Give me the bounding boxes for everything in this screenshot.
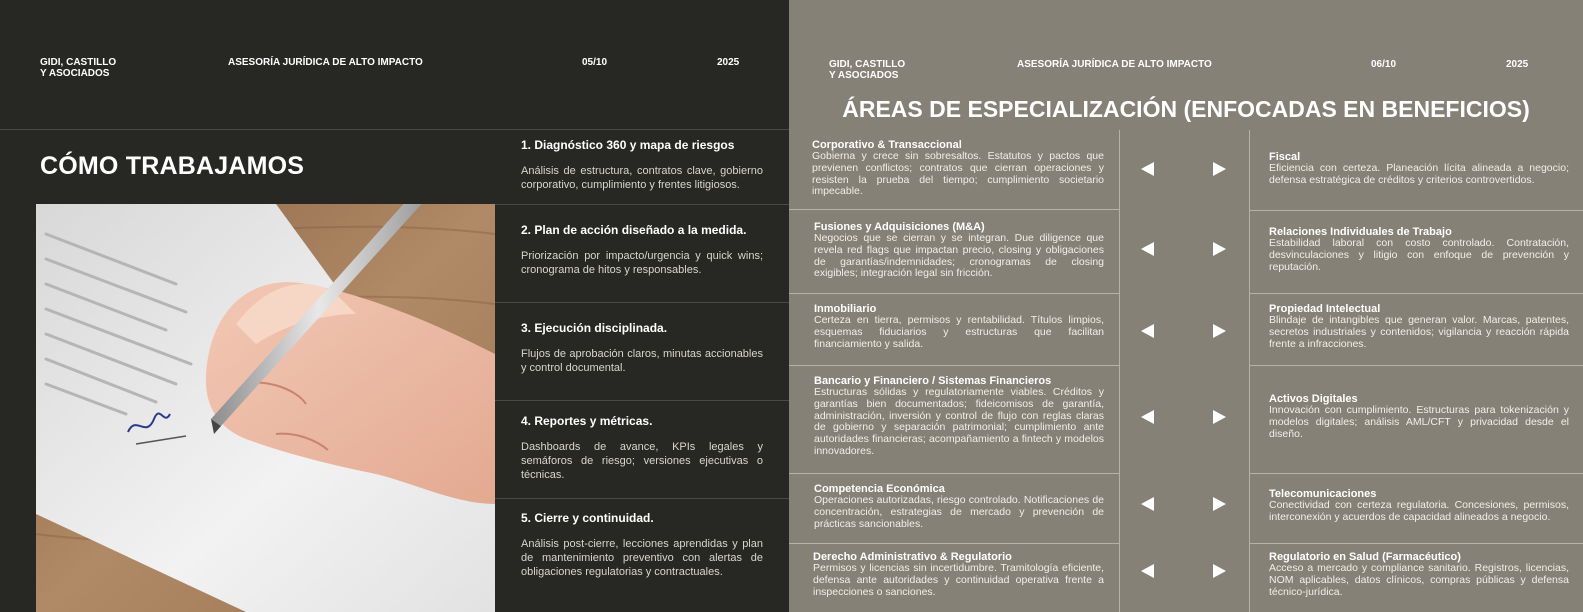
step-description: Dashboards de avance, KPIs legales y semáforos de riesgo; versiones ejecutivas o técnicas. [521,441,763,481]
area-title: Derecho Administrativo & Regulatorio [813,551,1012,563]
area-description: Negocios que se cierran y se integran. Due diligence que revela red flags que impactan precio, closing y obligaciones de garantías/indemnidades; cronogramas de closing exigibles; integración legal sin fricción. [814,232,1104,280]
column-divider [1119,130,1120,612]
area-fusiones [814,221,1104,280]
row-divider [789,473,1119,474]
row-divider [789,365,1119,366]
year: 2025 [717,57,740,68]
area-title: Fiscal [1269,151,1301,163]
area-description: Operaciones autorizadas, riesgo controlado. Notificaciones de concentración, estrategias de mercado y prevención de prácticas sancionables. [814,494,1104,530]
area-description: Estructuras sólidas y regulatoriamente viables. Créditos y garantías bien documentados; fideicomisos de garantía, administración, inversión y control de flujo con reglas claras de gobierno y separación patrimonial; cumplimiento ante autoridades financieras; acompañamiento a fintech y modelos innovadores. [814,386,1104,457]
area-title: Activos Digitales [1269,393,1358,405]
year: 2025 [1506,59,1529,70]
steps-list [495,129,789,612]
arrow-right-icon [1213,497,1226,511]
area-description: Blindaje de intangibles que generan valor. Marcas, patentes, secretos industriales y contenidos; vigilancia y reacción rápida frente a infracciones. [1269,314,1569,350]
page-number: 06/10 [1371,59,1397,70]
signing-photo [36,204,495,612]
arrow-right-icon [1213,410,1226,424]
area-title: Bancario y Financiero / Sistemas Financieros [814,375,1052,387]
area-description: Eficiencia con certeza. Planeación lícita alineada a negocio; defensa estratégica de créditos y criterios controvertidos. [1269,162,1569,186]
arrow-left-icon [1141,324,1154,338]
arrow-right-icon [1213,564,1226,578]
step-item [495,502,789,579]
row-divider [1249,365,1583,366]
step-divider [495,498,789,499]
step-item [495,129,789,192]
tagline: ASESORÍA JURÍDICA DE ALTO IMPACTO [228,57,423,68]
row-divider [789,209,1119,210]
arrow-left-icon [1141,497,1154,511]
area-laboral [1269,226,1569,273]
arrow-left-icon [1141,564,1154,578]
step-title: 3. Ejecución disciplinada. [521,321,668,335]
area-title: Propiedad Intelectual [1269,303,1381,315]
row-divider [1249,543,1583,544]
area-inmobiliario [814,303,1104,350]
step-description: Análisis post-cierre, lecciones aprendidas y plan de mantenimiento preventivo con alertas de obligaciones regulatorias y contractuales. [521,538,763,578]
row-divider [1249,293,1583,294]
step-item [495,312,789,375]
step-description: Flujos de aprobación claros, minutas accionables y control documental. [521,348,763,374]
area-title: Inmobiliario [814,303,877,315]
arrow-left-icon [1141,410,1154,424]
page-title: CÓMO TRABAJAMOS [40,152,305,180]
step-divider [495,204,789,205]
area-description: Gobierna y crece sin sobresaltos. Estatutos y pactos que previenen conflictos; contratos que cierran operaciones y resisten la prueba del tiempo; cumplimiento societario impecable. [812,150,1104,198]
brand-name: GIDI, CASTILLO Y ASOCIADOS [40,57,117,79]
arrow-right-icon [1213,324,1226,338]
step-divider [495,400,789,401]
area-title: Telecomunicaciones [1269,488,1377,500]
column-divider [1249,130,1250,612]
step-title: 1. Diagnóstico 360 y mapa de riesgos [521,138,735,152]
row-divider [789,543,1119,544]
area-title: Fusiones y Adquisiciones (M&A) [814,221,985,233]
area-activos-digitales [1269,393,1569,440]
area-salud [1269,551,1569,598]
step-description: Análisis de estructura, contratos clave, gobierno corporativo, cumplimiento y frentes litigiosos. [521,165,763,191]
arrow-right-icon [1213,242,1226,256]
area-title: Corporativo & Transaccional [812,139,962,151]
arrow-right-icon [1213,162,1226,176]
step-item [495,405,789,482]
area-description: Permisos y licencias sin incertidumbre. Tramitología eficiente, defensa ante autoridades y continuidad operativa frente a inspecciones o sanciones. [813,562,1104,598]
step-description: Priorización por impacto/urgencia y quick wins; cronograma de hitos y responsables. [521,250,763,276]
area-telecomunicaciones [1269,488,1569,524]
area-propiedad-intelectual [1269,303,1569,350]
area-description: Certeza en tierra, permisos y rentabilidad. Títulos limpios, esquemas fiduciarios y estructuras que facilitan financiamiento y salida. [814,314,1104,350]
area-description: Acceso a mercado y compliance sanitario. Registros, licencias, NOM aplicables, datos clínicos, compras públicas y defensa técnico-jurídica. [1269,562,1569,598]
step-title: 5. Cierre y continuidad. [521,511,654,525]
area-title: Regulatorio en Salud (Farmacéutico) [1269,551,1461,563]
area-title: Competencia Económica [814,483,945,495]
area-competencia [814,483,1104,530]
page-number: 05/10 [582,57,608,68]
area-description: Estabilidad laboral con costo controlado. Contratación, desvinculaciones y litigio con enfoque de prevención y reputación. [1269,237,1569,273]
step-item [495,214,789,277]
step-title: 2. Plan de acción diseñado a la medida. [521,223,747,237]
row-divider [1249,210,1583,211]
area-fiscal [1269,151,1569,187]
arrow-left-icon [1141,242,1154,256]
tagline: ASESORÍA JURÍDICA DE ALTO IMPACTO [1017,59,1212,70]
row-divider [789,293,1119,294]
area-title: Relaciones Individuales de Trabajo [1269,226,1452,238]
row-divider [1249,473,1583,474]
right-page [789,0,1583,612]
area-description: Conectividad con certeza regulatoria. Concesiones, permisos, interconexión y acuerdos de capacidad alineados a negocio. [1269,499,1569,523]
left-page [0,0,789,612]
area-description: Innovación con cumplimiento. Estructuras para tokenización y modelos digitales; análisis AML/CFT y privacidad desde el diseño. [1269,404,1569,440]
section-title: ÁREAS DE ESPECIALIZACIÓN (ENFOCADAS EN BENEFICIOS) [842,96,1530,122]
area-corporativo [812,139,1104,198]
arrow-left-icon [1141,162,1154,176]
area-bancario [814,375,1104,458]
area-administrativo [813,551,1104,598]
step-divider [495,302,789,303]
step-title: 4. Reportes y métricas. [521,414,653,428]
brand-name: GIDI, CASTILLO Y ASOCIADOS [829,59,906,81]
